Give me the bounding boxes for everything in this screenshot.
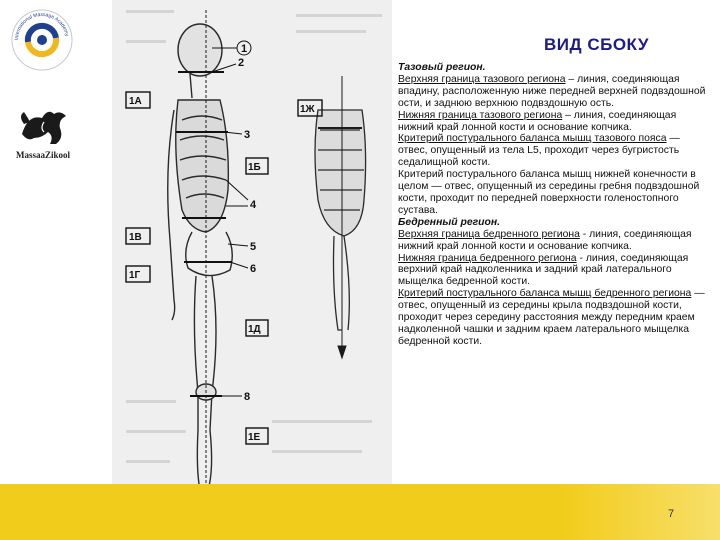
paragraph-femoral-balance (398, 288, 708, 348)
label-1b: 1Б (248, 162, 261, 173)
logo-ring-text: International Massage Academy (13, 11, 70, 41)
paragraph-femoral-upper-border (398, 229, 708, 253)
number-5: 5 (250, 241, 257, 253)
definition-pelvic-lower-border: – линия, соединяющая нижний край лонной кости и основание копчика. (398, 109, 677, 133)
number-2: 2 (238, 57, 245, 69)
term-pelvic-lower-border: Нижняя граница тазового региона (398, 109, 563, 121)
definition-femoral-balance: — отвес, опущенный из середины крыла подвздошной кости, проходит через середину расстояния между передним краем надколенной чашки и задним краем латерального мыщелка бедренной кости. (398, 288, 705, 347)
paragraph-pelvic-lower-border (398, 110, 708, 134)
label-1v: 1В (129, 232, 142, 243)
label-1zh: 1Ж (300, 104, 315, 115)
heading-pelvic-region: Тазовый регион. (398, 62, 486, 73)
number-1: 1 (241, 43, 248, 55)
label-1g: 1Г (129, 270, 141, 281)
definition-femoral-lower-border: - линия, соединяющая верхний край надколенника и задний край латерального мыщелка бедренной кости. (398, 252, 689, 288)
definition-pelvic-balance: — отвес, опущенный из тела L5, проходит через бугристость седалищной кости. (398, 133, 680, 169)
label-1a: 1А (129, 96, 142, 107)
term-femoral-lower-border: Нижняя граница бедренного региона (398, 252, 577, 264)
side-skeleton (168, 24, 233, 506)
paragraph-lower-limb-balance: Критерий постурального баланса мышц нижней конечности в целом — отвес, опущенный из середины гребня подвздошной кости, проходит по передней поверхности голеностопного сустава. (398, 169, 700, 216)
paragraph-femoral-lower-border (398, 253, 708, 289)
anatomy-figure (112, 0, 392, 540)
term-pelvic-upper-border: Верхняя граница тазового региона (398, 73, 566, 85)
number-3: 3 (244, 129, 251, 141)
number-6: 6 (250, 263, 257, 275)
label-1d: 1Д (248, 324, 261, 335)
footer-band (0, 484, 720, 540)
heading-femoral-region: Бедренный регион. (398, 216, 500, 228)
kangaroo-logo-icon (14, 104, 74, 150)
label-1e: 1Е (248, 432, 261, 443)
term-femoral-upper-border: Верхняя граница бедренного региона (398, 228, 580, 240)
term-femoral-balance: Критерий постурального баланса мышц бедренного региона (398, 288, 692, 300)
number-8: 8 (244, 391, 251, 403)
slide-title: ВИД СБОКУ (544, 35, 649, 54)
logo-sidebar (0, 0, 86, 540)
definition-pelvic-upper-border: – линия, соединяющая впадину, расположенную ниже передней верхней подвздошной ости, и заднюю верхнюю подвздошную ость. (398, 73, 706, 109)
definition-femoral-upper-border: - линия, соединяющая нижний край лонной кости и основание копчика. (398, 228, 692, 252)
footer-band-fade (560, 484, 720, 540)
number-4: 4 (250, 199, 257, 211)
paragraph-pelvic-upper-border (398, 74, 708, 110)
term-pelvic-balance: Критерий постурального баланса мышц тазового пояса (398, 133, 667, 145)
slide-body (398, 62, 708, 348)
paragraph-pelvic-balance (398, 133, 708, 169)
school-label: MassaaZikool (15, 150, 70, 160)
academy-logo (10, 8, 74, 72)
front-skeleton (315, 110, 366, 330)
page-number: 7 (668, 508, 675, 520)
